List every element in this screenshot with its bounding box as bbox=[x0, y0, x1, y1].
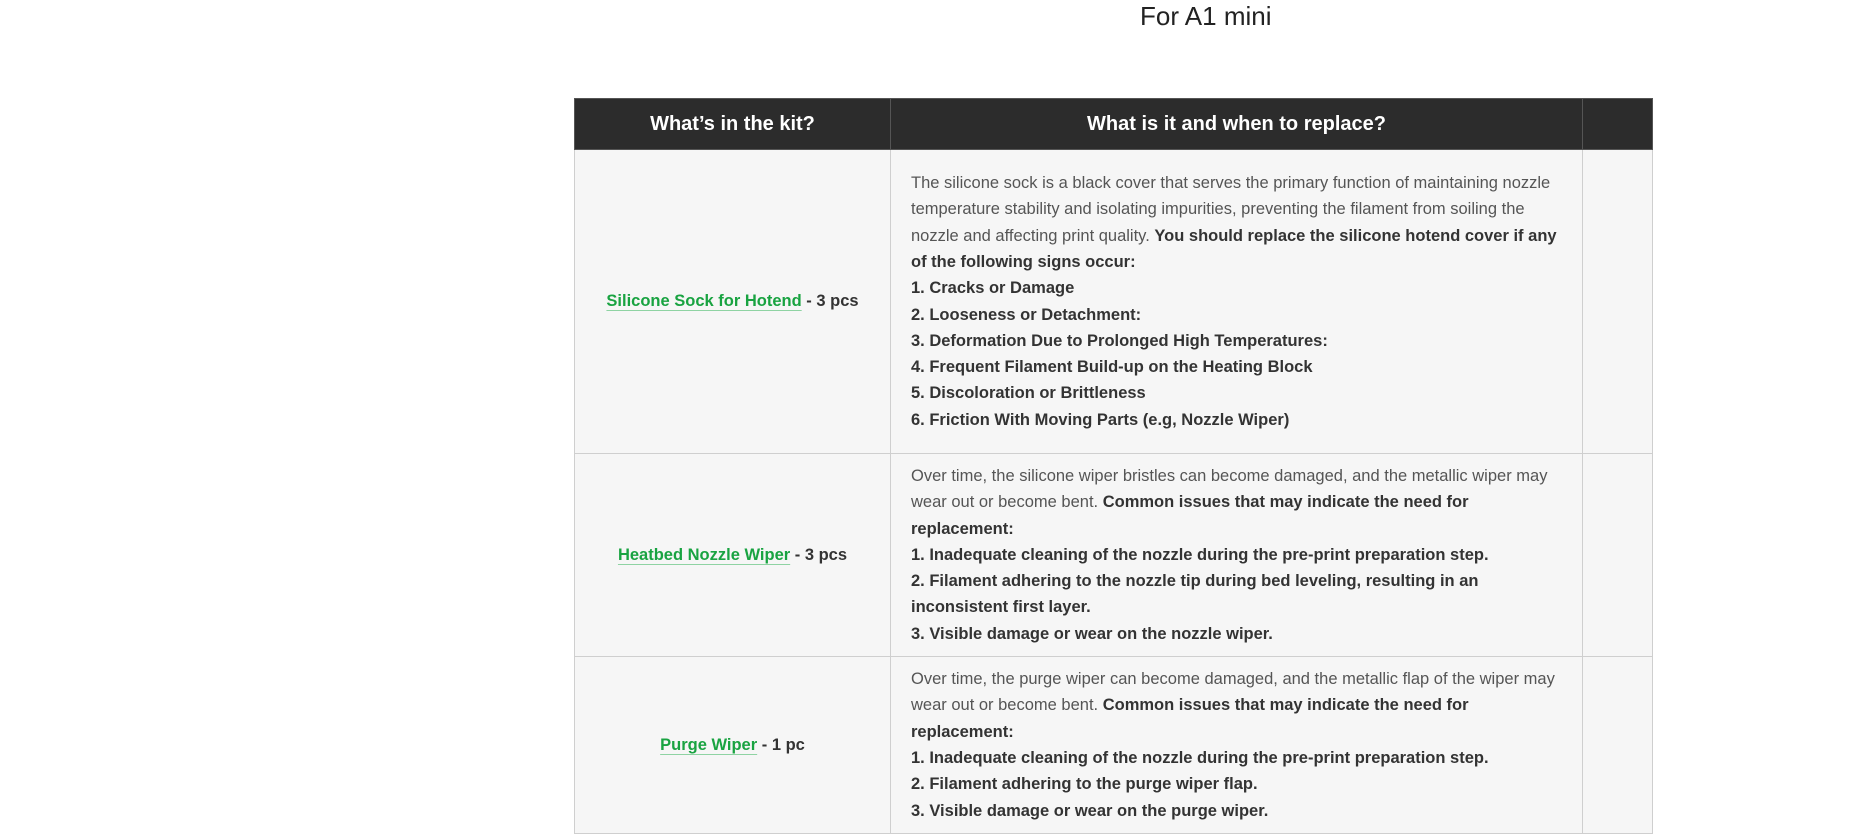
description-cell bbox=[891, 454, 1583, 657]
list-item: 3. Visible damage or wear on the nozzle wiper. bbox=[911, 624, 1273, 643]
item-cell bbox=[575, 657, 891, 834]
description-intro: Over time, the silicone wiper bristles can become damaged, and the metallic wiper may wear out or become bent. bbox=[911, 467, 1548, 512]
header-description: What is it and when to replace? bbox=[891, 99, 1583, 150]
list-item: 3. Deformation Due to Prolonged High Temperatures: bbox=[911, 331, 1328, 350]
list-item: 2. Looseness or Detachment: bbox=[911, 305, 1142, 324]
replacement-signs-list bbox=[911, 745, 1562, 824]
description-lead: You should replace the silicone hotend cover if any of the following signs occur: bbox=[911, 226, 1557, 271]
description-lead: Common issues that may indicate the need for replacement: bbox=[911, 696, 1469, 741]
list-item: 5. Discoloration or Brittleness bbox=[911, 384, 1146, 403]
list-item: 1. Cracks or Damage bbox=[911, 279, 1075, 298]
list-item: 3. Visible damage or wear on the purge wiper. bbox=[911, 801, 1269, 820]
list-item: 1. Inadequate cleaning of the nozzle during the pre-print preparation step. bbox=[911, 748, 1489, 767]
item-quantity: - 3 pcs bbox=[790, 545, 848, 564]
table-row bbox=[575, 150, 1653, 454]
description-intro: The silicone sock is a black cover that serves the primary function of maintaining nozzle temperature stability and isolating impurities, preventing the filament from soiling the nozzle and affecting print quality. bbox=[911, 174, 1551, 245]
description-cell bbox=[891, 150, 1583, 454]
list-item: 2. Filament adhering to the nozzle tip during bed leveling, resulting in an inconsistent first layer. bbox=[911, 572, 1479, 617]
third-column-cell bbox=[1583, 454, 1653, 657]
list-item: 4. Frequent Filament Build-up on the Heating Block bbox=[911, 358, 1313, 377]
table-row bbox=[575, 454, 1653, 657]
item-link-silicone-sock[interactable]: Silicone Sock for Hotend bbox=[606, 292, 802, 311]
item-cell bbox=[575, 150, 891, 454]
item-link-purge-wiper[interactable]: Purge Wiper bbox=[660, 735, 758, 754]
table-row bbox=[575, 657, 1653, 834]
replacement-signs-list bbox=[911, 542, 1562, 647]
description-lead: Common issues that may indicate the need for replacement: bbox=[911, 493, 1469, 538]
description-cell bbox=[891, 657, 1583, 834]
third-column-cell bbox=[1583, 657, 1653, 834]
replacement-signs-list bbox=[911, 275, 1562, 433]
item-quantity: - 3 pcs bbox=[801, 292, 859, 311]
table-header-row bbox=[575, 99, 1653, 150]
kit-table bbox=[574, 98, 1653, 834]
description-intro: Over time, the purge wiper can become damaged, and the metallic flap of the wiper may wear out or become bent. bbox=[911, 670, 1555, 715]
list-item: 6. Friction With Moving Parts (e.g, Nozzle Wiper) bbox=[911, 410, 1290, 429]
section-title: For A1 mini bbox=[1140, 1, 1272, 31]
header-kit-contents: What’s in the kit? bbox=[575, 99, 891, 150]
item-link-heatbed-nozzle-wiper[interactable]: Heatbed Nozzle Wiper bbox=[617, 545, 791, 564]
list-item: 1. Inadequate cleaning of the nozzle during the pre-print preparation step. bbox=[911, 545, 1489, 564]
item-cell bbox=[575, 454, 891, 657]
third-column-cell bbox=[1583, 150, 1653, 454]
list-item: 2. Filament adhering to the purge wiper flap. bbox=[911, 775, 1258, 794]
item-quantity: - 1 pc bbox=[757, 735, 805, 754]
kit-table-wrapper bbox=[574, 98, 1628, 820]
header-third-column bbox=[1583, 99, 1653, 150]
